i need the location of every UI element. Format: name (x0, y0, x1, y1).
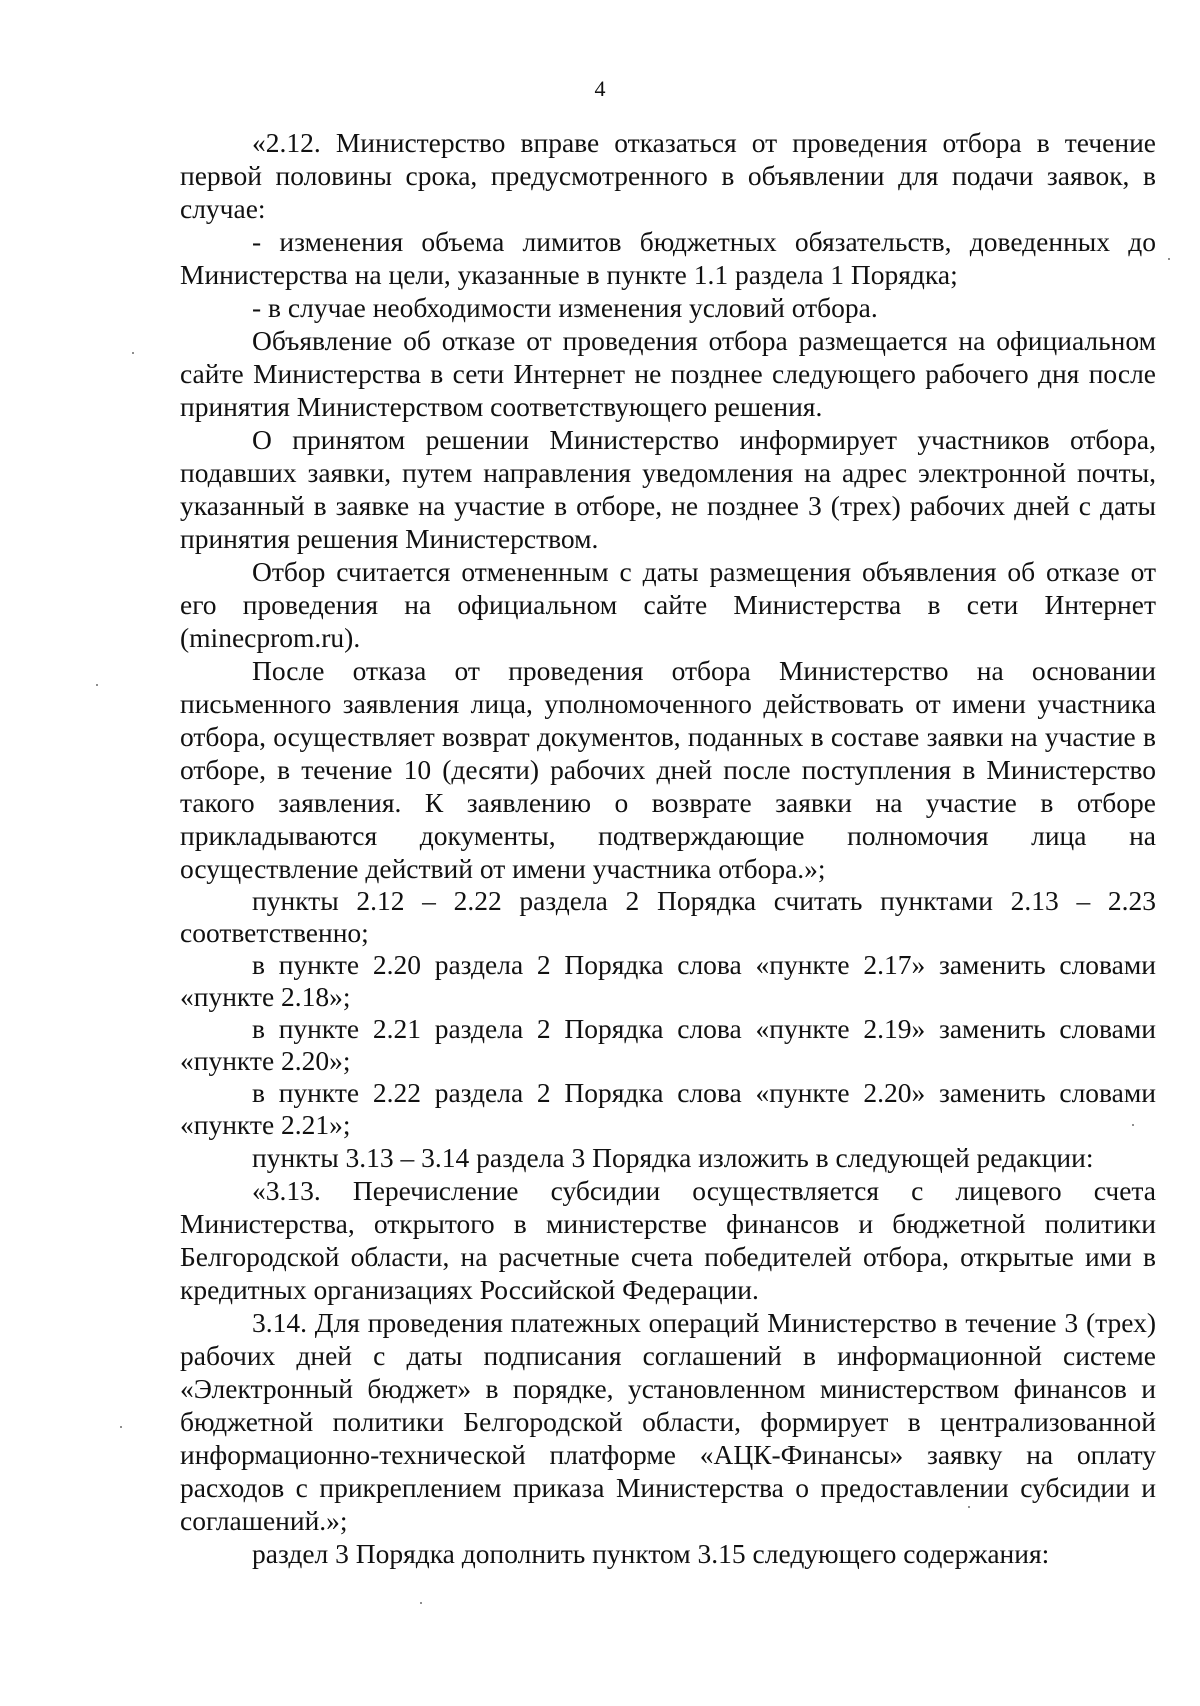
paragraph-selection-cancelled: Отбор считается отмененным с даты размещения объявления об отказе от его проведения на официальном сайте Министерства в сети Интернет (minecprom.ru). (180, 556, 1156, 653)
page-number: 4 (594, 76, 606, 101)
paragraph-3-13: «3.13. Перечисление субсидии осуществляется с лицевого счета Министерства, открытого в министерстве финансов и бюджетной политики Белгородской области, на расчетные счета победителей отбора, открытые ими в кредитных организациях Российской Федерации. (180, 1175, 1156, 1305)
paragraph-limits-change: - изменения объема лимитов бюджетных обязательств, доведенных до Министерства на цели, указанные в пункте 1.1 раздела 1 Порядка; (180, 226, 1156, 290)
paragraph-amendment-2-22: в пункте 2.22 раздела 2 Порядка слова «пункте 2.20» заменить словами «пункте 2.21»; (180, 1077, 1156, 1140)
scan-speck (420, 1602, 422, 1604)
scan-speck (968, 1506, 970, 1508)
document-body (180, 126, 1156, 1570)
scan-speck (1132, 1124, 1134, 1126)
paragraph-documents-return: После отказа от проведения отбора Министерство на основании письменного заявления лица, уполномоченного действовать от имени участника отбора, осуществляет возврат документов, поданных в составе заявки на участие в отборе, в течение 10 (десяти) рабочих дней после поступления в Министерство такого заявления. К заявлению о возврате заявки на участие в отборе прикладываются документы, подтверждающие полномочия лица на осуществление действий от имени участника отбора.»; (180, 655, 1156, 884)
paragraph-participants-notification: О принятом решении Министерство информирует участников отбора, подавших заявки, путем направления уведомления на адрес электронной почты, указанный в заявке на участие в отборе, не позднее 3 (трех) рабочих дней с даты принятия решения Министерством. (180, 424, 1156, 554)
paragraph-section-3-edit: пункты 3.13 – 3.14 раздела 3 Порядка изложить в следующей редакции: (252, 1142, 1094, 1173)
paragraph-cancellation-notice: Объявление об отказе от проведения отбора размещается на официальном сайте Министерства в сети Интернет не позднее следующего рабочего дня после принятия Министерством соответствующего решения. (180, 325, 1156, 422)
paragraph-3-15-addition: раздел 3 Порядка дополнить пунктом 3.15 следующего содержания: (252, 1538, 1050, 1569)
scan-speck (96, 684, 98, 686)
paragraph-amendment-2-20: в пункте 2.20 раздела 2 Порядка слова «пункте 2.17» заменить словами «пункте 2.18»; (180, 949, 1156, 1012)
paragraph-renumbering: пункты 2.12 – 2.22 раздела 2 Порядка считать пунктами 2.13 – 2.23 соответственно; (180, 885, 1156, 948)
paragraph-3-14: 3.14. Для проведения платежных операций Министерство в течение 3 (трех) рабочих дней с даты подписания соглашений в информационной системе «Электронный бюджет» в порядке, установленном министерством финансов и бюджетной политики Белгородской области, формирует в централизованной информационно-технической платформе «АЦК-Финансы» заявку на оплату расходов с прикреплением приказа Министерства о предоставлении субсидии и соглашений.»; (180, 1307, 1156, 1536)
paragraph-conditions-change: - в случае необходимости изменения условий отбора. (252, 292, 878, 323)
paragraph-amendment-2-21: в пункте 2.21 раздела 2 Порядка слова «пункте 2.19» заменить словами «пункте 2.20»; (180, 1013, 1156, 1076)
scan-speck (120, 1426, 122, 1428)
scan-speck (132, 352, 134, 354)
paragraph-2-12-intro: «2.12. Министерство вправе отказаться от проведения отбора в течение первой половины срока, предусмотренного в объявлении для подачи заявок, в случае: (180, 127, 1156, 224)
scan-speck (1168, 258, 1170, 260)
